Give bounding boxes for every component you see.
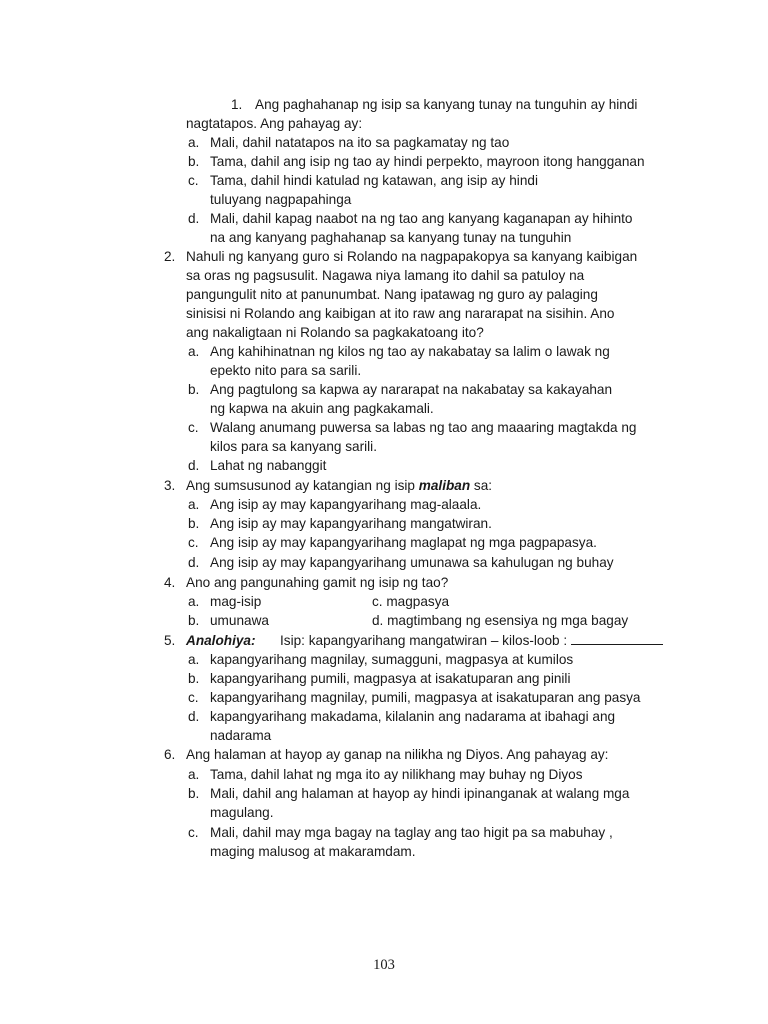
option-text: epekto nito para sa sarili. xyxy=(210,363,362,378)
question-number: 3. xyxy=(164,478,176,493)
option-text: Walang anumang puwersa sa labas ng tao ang maaaring magtakda ng xyxy=(210,420,637,435)
option-letter: b. xyxy=(188,382,200,397)
question-stem xyxy=(280,631,663,650)
option-letter: a. xyxy=(188,652,200,667)
question-stem: sinisisi ni Rolando ang kaibigan at ito raw ang nararapat na sisihin. Ano xyxy=(186,306,615,321)
option-text: nadarama xyxy=(210,728,272,743)
emphasis-word: maliban xyxy=(418,478,471,493)
option-letter: c. xyxy=(188,825,199,840)
option-letter: d. xyxy=(188,211,200,226)
option-text: ng kapwa na akuin ang pagkakamali. xyxy=(210,401,434,416)
option-text: Ang pagtulong sa kapwa ay nararapat na nakabatay sa kakayahan xyxy=(210,382,613,397)
question-stem: ang nakaligtaan ni Rolando sa pagkakatoang ito? xyxy=(186,325,484,340)
option-text: Mali, dahil ang halaman at hayop ay hindi ipinanganak at walang mga xyxy=(210,786,630,801)
option-text: Tama, dahil ang isip ng tao ay hindi perpekto, mayroon itong hangganan xyxy=(210,154,645,169)
stem-text: sa: xyxy=(470,478,493,493)
option-text: umunawa xyxy=(210,613,269,628)
option-letter: b. xyxy=(188,613,200,628)
question-number: 2. xyxy=(164,249,176,264)
option-text: tuluyang nagpapahinga xyxy=(210,192,352,207)
option-text: kapangyarihang makadama, kilalanin ang nadarama at ibahagi ang xyxy=(210,709,616,724)
option-text: Ang kahihinatnan ng kilos ng tao ay nakabatay sa lalim o lawak ng xyxy=(210,344,610,359)
option-letter: b. xyxy=(188,786,200,801)
option-letter: a. xyxy=(188,497,200,512)
analogy-label: Analohiya: xyxy=(186,633,256,648)
option-text: c. magpasya xyxy=(372,594,450,609)
option-letter: b. xyxy=(188,154,200,169)
question-number: 6. xyxy=(164,747,176,762)
answer-blank xyxy=(571,631,663,645)
option-text: Ang isip ay may kapangyarihang mangatwiran. xyxy=(210,516,492,531)
option-text: maging malusog at makaramdam. xyxy=(210,844,416,859)
option-letter: c. xyxy=(188,690,199,705)
option-letter: a. xyxy=(188,594,200,609)
question-number: 5. xyxy=(164,633,176,648)
option-text: kapangyarihang magnilay, sumagguni, magpasya at kumilos xyxy=(210,652,574,667)
option-letter: b. xyxy=(188,516,200,531)
option-letter: a. xyxy=(188,344,200,359)
question-stem: Ano ang pangunahing gamit ng isip ng tao? xyxy=(186,575,449,590)
option-text: mag-isip xyxy=(210,594,262,609)
option-text: Mali, dahil kapag naabot na ng tao ang kanyang kaganapan ay hihinto xyxy=(210,211,633,226)
option-text: d. magtimbang ng esensiya ng mga bagay xyxy=(372,613,629,628)
question-stem: Ang paghahanap ng isip sa kanyang tunay na tunguhin ay hindi xyxy=(255,97,638,112)
option-letter: c. xyxy=(188,535,199,550)
option-text: Mali, dahil may mga bagay na taglay ang tao higit pa sa mabuhay , xyxy=(210,825,613,840)
question-number: 1. xyxy=(231,97,243,112)
option-text: kapangyarihang pumili, magpasya at isakatuparan ang pinili xyxy=(210,671,571,686)
option-letter: d. xyxy=(188,458,200,473)
question-stem: Nahuli ng kanyang guro si Rolando na nagpapakopya sa kanyang kaibigan xyxy=(186,249,638,264)
option-text: Tama, dahil hindi katulad ng katawan, ang isip ay hindi xyxy=(210,173,538,188)
option-text: magulang. xyxy=(210,805,274,820)
option-text: Tama, dahil lahat ng mga ito ay nilikhang may buhay ng Diyos xyxy=(210,767,583,782)
question-stem xyxy=(186,476,492,495)
question-number: 4. xyxy=(164,575,176,590)
option-letter: a. xyxy=(188,135,200,150)
question-stem: pangungulit nito at panunumbat. Nang ipatawag ng guro ay palaging xyxy=(186,287,598,302)
option-letter: c. xyxy=(188,420,199,435)
option-letter: d. xyxy=(188,555,200,570)
question-stem: sa oras ng pagsusulit. Nagawa niya lamang ito dahil sa patuloy na xyxy=(186,268,585,283)
option-text: Ang isip ay may kapangyarihang mag-alaala. xyxy=(210,497,482,512)
stem-text: Ang sumsusunod ay katangian ng isip xyxy=(186,478,419,493)
question-stem: nagtatapos. Ang pahayag ay: xyxy=(186,116,363,131)
page-number: 103 xyxy=(373,957,395,973)
question-stem: Ang halaman at hayop ay ganap na nilikha ng Diyos. Ang pahayag ay: xyxy=(186,747,609,762)
option-text: Mali, dahil natatapos na ito sa pagkamatay ng tao xyxy=(210,135,510,150)
option-text: Ang isip ay may kapangyarihang maglapat ng mga pagpapasya. xyxy=(210,535,597,550)
option-text: Ang isip ay may kapangyarihang umunawa sa kahulugan ng buhay xyxy=(210,555,614,570)
option-text: na ang kanyang paghahanap sa kanyang tunay na tunguhin xyxy=(210,230,572,245)
option-text: kilos para sa kanyang sarili. xyxy=(210,439,377,454)
option-text: kapangyarihang magnilay, pumili, magpasya at isakatuparan ang pasya xyxy=(210,690,641,705)
option-text: Lahat ng nabanggit xyxy=(210,458,327,473)
stem-text: Isip: kapangyarihang mangatwiran – kilos-loob : xyxy=(280,633,568,648)
option-letter: a. xyxy=(188,767,200,782)
option-letter: b. xyxy=(188,671,200,686)
option-letter: c. xyxy=(188,173,199,188)
option-letter: d. xyxy=(188,709,200,724)
